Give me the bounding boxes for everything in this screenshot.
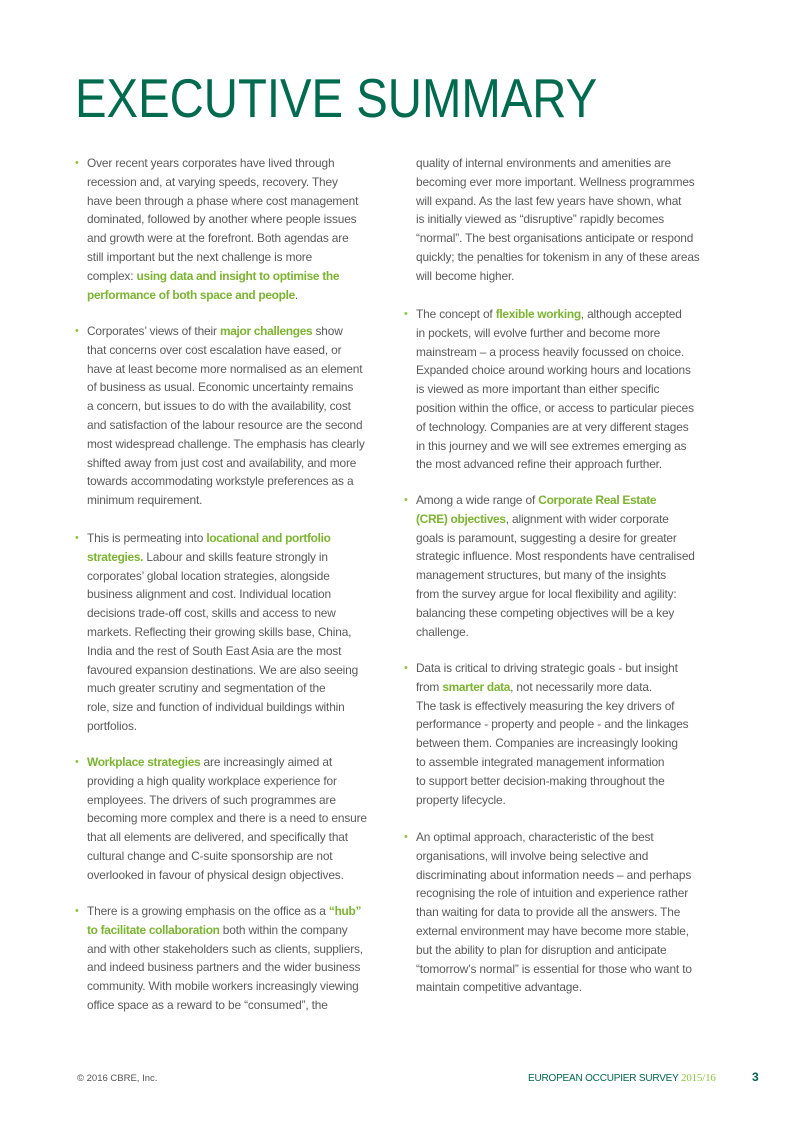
text-line — [416, 828, 654, 847]
text-line — [416, 659, 678, 678]
text-segment: are increasingly aimed at — [200, 755, 332, 769]
text-segment: cultural change and C-suite sponsorship are not — [87, 848, 333, 863]
text-segment: There is a growing emphasis on the office as a — [87, 904, 329, 918]
highlighted-phrase: performance of both space and people — [87, 287, 295, 302]
text-line — [87, 210, 356, 229]
text-segment: corporates’ global location strategies, alongside — [87, 568, 330, 583]
text-segment: but the ability to plan for disruption and anticipate — [416, 942, 667, 957]
text-line — [87, 529, 331, 548]
bullet-paragraph — [75, 753, 405, 885]
bullet-icon: • — [75, 756, 79, 768]
text-line — [416, 604, 674, 623]
text-line — [87, 828, 348, 847]
highlighted-phrase: to facilitate collaboration — [87, 922, 220, 937]
text-segment: Among a wide range of — [416, 493, 539, 507]
bullet-icon: • — [404, 494, 408, 506]
text-segment: role, size and function of individual buildings within — [87, 700, 345, 715]
text-segment: , not necessarily more data. — [510, 679, 652, 694]
text-segment: that concerns over cost escalation have eased, or — [87, 342, 342, 357]
text-line — [416, 866, 691, 885]
text-segment: from the survey argue for local flexibility and agility: — [416, 586, 677, 601]
text-line — [416, 903, 680, 922]
text-line — [87, 378, 353, 397]
text-segment: , although accepted — [580, 307, 682, 321]
text-line — [87, 847, 332, 866]
text-line — [87, 642, 341, 661]
text-segment: An optimal approach, characteristic of the best — [416, 830, 654, 844]
text-line — [87, 397, 351, 416]
text-line — [87, 940, 363, 959]
text-line — [416, 229, 693, 248]
text-line — [416, 491, 656, 510]
text-segment: community. With mobile workers increasingly viewing — [87, 979, 359, 994]
bullet-paragraph — [75, 529, 405, 736]
text-line — [87, 604, 336, 623]
text-segment: “tomorrow’s normal” is essential for those who want to — [416, 961, 692, 976]
text-line — [87, 416, 362, 435]
text-segment: and satisfaction of the labour resource are the second — [87, 417, 363, 432]
text-segment: mainstream – a process heavily focussed on choice. — [416, 344, 685, 359]
text-line — [416, 547, 695, 566]
text-line — [416, 173, 695, 192]
text-line — [416, 154, 671, 173]
text-segment: in this journey and we will see extremes emerging as — [416, 438, 687, 453]
text-segment: office space as a reward to be “consumed”, the — [87, 997, 328, 1012]
text-segment: quality of internal environments and amenities are — [416, 156, 671, 170]
bullet-icon: • — [404, 831, 408, 843]
text-segment: have at least become more normalised as an element — [87, 361, 363, 376]
text-line — [87, 585, 331, 604]
text-segment: that all elements are delivered, and specifically that — [87, 830, 348, 845]
text-line — [87, 996, 328, 1015]
text-line — [416, 267, 514, 286]
text-segment: recession and, at varying speeds, recovery. They — [87, 174, 338, 189]
text-segment: Corporates’ views of their — [87, 324, 220, 338]
text-segment: much greater scrutiny and segmentation of the — [87, 681, 326, 696]
text-segment: Over recent years corporates have lived through — [87, 156, 335, 170]
highlighted-phrase: major challenges — [219, 324, 313, 338]
text-segment: decisions trade-off cost, skills and access to new — [87, 606, 336, 621]
text-line — [416, 941, 667, 960]
text-segment: becoming more complex and there is a need to ensure — [87, 811, 367, 826]
text-segment: is viewed as more important than either specific — [416, 382, 660, 397]
text-segment: in pockets, will evolve further and become more — [416, 325, 661, 340]
text-segment: providing a high quality workplace experience for — [87, 773, 337, 788]
text-segment: position within the office, or access to particular pieces — [416, 400, 694, 415]
text-segment: Labour and skills feature strongly in — [143, 549, 328, 564]
text-segment: have been through a phase where cost management — [87, 193, 359, 208]
text-line — [416, 529, 677, 548]
text-line — [416, 772, 665, 791]
text-segment: and growth were at the forefront. Both agendas are — [87, 231, 349, 246]
text-segment: markets. Reflecting their growing skills base, China, — [87, 624, 352, 639]
text-line — [416, 585, 677, 604]
text-segment: dominated, followed by another where people issues — [87, 212, 357, 227]
text-segment: external environment may have become more stable, — [416, 923, 689, 938]
text-line — [416, 922, 689, 941]
text-line — [87, 360, 362, 379]
text-line — [87, 753, 332, 772]
text-line — [416, 678, 652, 697]
bullet-icon: • — [75, 532, 79, 544]
text-line — [416, 715, 688, 734]
text-segment: Expanded choice around working hours and locations — [416, 363, 691, 378]
text-segment: India and the rest of South East Asia are the most — [87, 643, 342, 658]
text-line — [87, 192, 358, 211]
text-line — [87, 809, 367, 828]
text-line — [87, 267, 339, 286]
text-segment: is initially viewed as “disruptive” rapidly becomes — [416, 212, 665, 227]
text-segment: to assemble integrated management information — [416, 754, 665, 769]
text-line — [87, 623, 351, 642]
text-segment: and with other stakeholders such as clients, suppliers, — [87, 941, 363, 956]
text-segment: “normal”. The best organisations anticipate or respond — [416, 231, 694, 246]
text-segment: shifted away from just cost and availability, and more — [87, 455, 357, 470]
text-segment: becoming ever more important. Wellness programmes — [416, 174, 695, 189]
highlighted-phrase: smarter data — [442, 679, 511, 694]
text-segment: of technology. Companies are at very different stages — [416, 419, 689, 434]
text-line — [416, 847, 648, 866]
text-segment: favoured expansion destinations. We are also seeing — [87, 662, 359, 677]
text-line — [87, 154, 334, 173]
highlighted-phrase: strategies. — [87, 549, 144, 564]
text-segment: This is permeating into — [87, 531, 207, 545]
text-line — [416, 248, 700, 267]
bullet-paragraph — [75, 154, 405, 304]
text-line — [416, 418, 689, 437]
text-line — [87, 698, 345, 717]
text-segment: balancing these competing objectives will be a key — [416, 605, 675, 620]
text-segment: than waiting for data to provide all the answers. The — [416, 905, 681, 920]
text-line — [87, 472, 353, 491]
text-segment: business alignment and cost. Individual location — [87, 587, 331, 602]
text-line — [87, 791, 336, 810]
text-line — [87, 248, 312, 267]
highlighted-phrase: (CRE) objectives — [416, 511, 506, 526]
text-segment: a concern, but issues to do with the availability, cost — [87, 399, 351, 414]
text-segment: performance - property and people - and the linkages — [416, 717, 689, 732]
text-segment: from — [416, 679, 443, 694]
text-line — [87, 548, 328, 567]
text-segment: of business as usual. Economic uncertainty remains — [87, 380, 354, 395]
text-segment: The task is effectively measuring the key drivers of — [416, 698, 675, 713]
bullet-icon: • — [75, 905, 79, 917]
text-line — [87, 286, 298, 305]
text-line — [87, 491, 202, 510]
text-segment: most widespread challenge. The emphasis has clearly — [87, 436, 365, 451]
bullet-icon: • — [75, 325, 79, 337]
bullet-paragraph — [404, 828, 756, 997]
text-segment: will expand. As the last few years have shown, what — [416, 193, 682, 208]
text-line — [416, 324, 660, 343]
text-segment: still important but the next challenge is more — [87, 249, 313, 264]
text-line — [416, 305, 682, 324]
text-line — [87, 341, 341, 360]
bullet-paragraph — [75, 322, 405, 510]
text-line — [416, 960, 692, 979]
text-line — [416, 791, 506, 810]
page-number: 3 — [752, 1070, 759, 1084]
text-line — [87, 661, 358, 680]
text-segment: organisations, will involve being selective and — [416, 848, 649, 863]
text-segment: strategic influence. Most respondents have centralised — [416, 549, 695, 564]
text-segment: both within the company — [219, 922, 348, 937]
text-line — [87, 679, 325, 698]
text-line — [87, 322, 343, 341]
page-title: EXECUTIVE SUMMARY — [75, 67, 598, 129]
text-segment: employees. The drivers of such programmes are — [87, 792, 336, 807]
text-segment: overlooked in favour of physical design objectives. — [87, 867, 344, 882]
bullet-icon: • — [404, 662, 408, 674]
text-line — [416, 210, 664, 229]
text-segment: and indeed business partners and the wider business — [87, 960, 361, 975]
text-line — [87, 567, 330, 586]
text-segment: to support better decision-making throughout the — [416, 773, 665, 788]
text-segment: show — [312, 324, 343, 338]
bullet-paragraph — [75, 902, 405, 1015]
text-segment: Data is critical to driving strategic goals - but insight — [416, 661, 678, 675]
text-segment: between them. Companies are increasingly looking — [416, 736, 678, 751]
highlighted-phrase: flexible working — [495, 307, 581, 321]
text-line — [87, 866, 344, 885]
text-line — [87, 173, 338, 192]
text-segment: quickly; the penalties for tokenism in any of these areas — [416, 249, 700, 264]
text-segment: will become higher. — [416, 268, 515, 283]
text-line — [416, 978, 582, 997]
text-segment: discriminating about information needs – and perhaps — [416, 867, 692, 882]
text-segment: complex: — [87, 268, 137, 283]
text-line — [87, 921, 348, 940]
text-line — [87, 902, 361, 921]
bullet-icon: • — [75, 157, 79, 169]
text-line — [416, 884, 688, 903]
text-line — [416, 734, 678, 753]
text-line — [416, 697, 674, 716]
text-segment: The concept of — [416, 307, 496, 321]
highlighted-phrase: “hub” — [328, 904, 362, 918]
text-segment: the most advanced refine their approach further. — [416, 457, 662, 472]
publication-year: 2015/16 — [681, 1072, 716, 1084]
highlighted-phrase: using data and insight to optimise the — [136, 268, 340, 283]
text-line — [87, 454, 356, 473]
text-line — [87, 772, 337, 791]
highlighted-phrase: locational and portfolio — [206, 531, 331, 545]
text-line — [416, 753, 664, 772]
text-segment: minimum requirement. — [87, 493, 203, 508]
bullet-paragraph — [416, 154, 756, 286]
text-segment: . — [294, 287, 299, 302]
text-segment: portfolios. — [87, 718, 137, 733]
text-segment: challenge. — [416, 624, 469, 639]
text-line — [87, 435, 365, 454]
text-line — [416, 437, 686, 456]
footer-copyright: © 2016 CBRE, Inc. — [77, 1073, 158, 1084]
text-line — [87, 977, 359, 996]
bullet-paragraph — [404, 305, 756, 474]
text-line — [416, 510, 669, 529]
text-segment: recognising the role of intuition and experience rather — [416, 886, 689, 901]
text-line — [87, 229, 349, 248]
footer-publication — [528, 1072, 716, 1084]
text-line — [87, 958, 360, 977]
text-segment: goals is paramount, suggesting a desire for greater — [416, 530, 677, 545]
text-line — [416, 455, 662, 474]
text-segment: property lifecycle. — [416, 792, 506, 807]
bullet-icon: • — [404, 308, 408, 320]
text-line — [416, 192, 681, 211]
text-line — [87, 717, 137, 736]
text-line — [416, 566, 666, 585]
highlighted-phrase: Corporate Real Estate — [538, 493, 657, 507]
bullet-paragraph — [404, 659, 756, 809]
text-line — [416, 380, 659, 399]
highlighted-phrase: Workplace strategies — [87, 755, 201, 769]
text-line — [416, 361, 691, 380]
publication-title: EUROPEAN OCCUPIER SURVEY — [528, 1073, 682, 1084]
bullet-paragraph — [404, 491, 756, 641]
text-segment: , alignment with wider corporate — [505, 511, 669, 526]
text-line — [416, 623, 469, 642]
text-segment: maintain competitive advantage. — [416, 980, 582, 995]
text-segment: management structures, but many of the insights — [416, 568, 667, 583]
text-line — [416, 343, 684, 362]
text-segment: towards accommodating workstyle preferences as a — [87, 474, 354, 489]
text-line — [416, 399, 694, 418]
